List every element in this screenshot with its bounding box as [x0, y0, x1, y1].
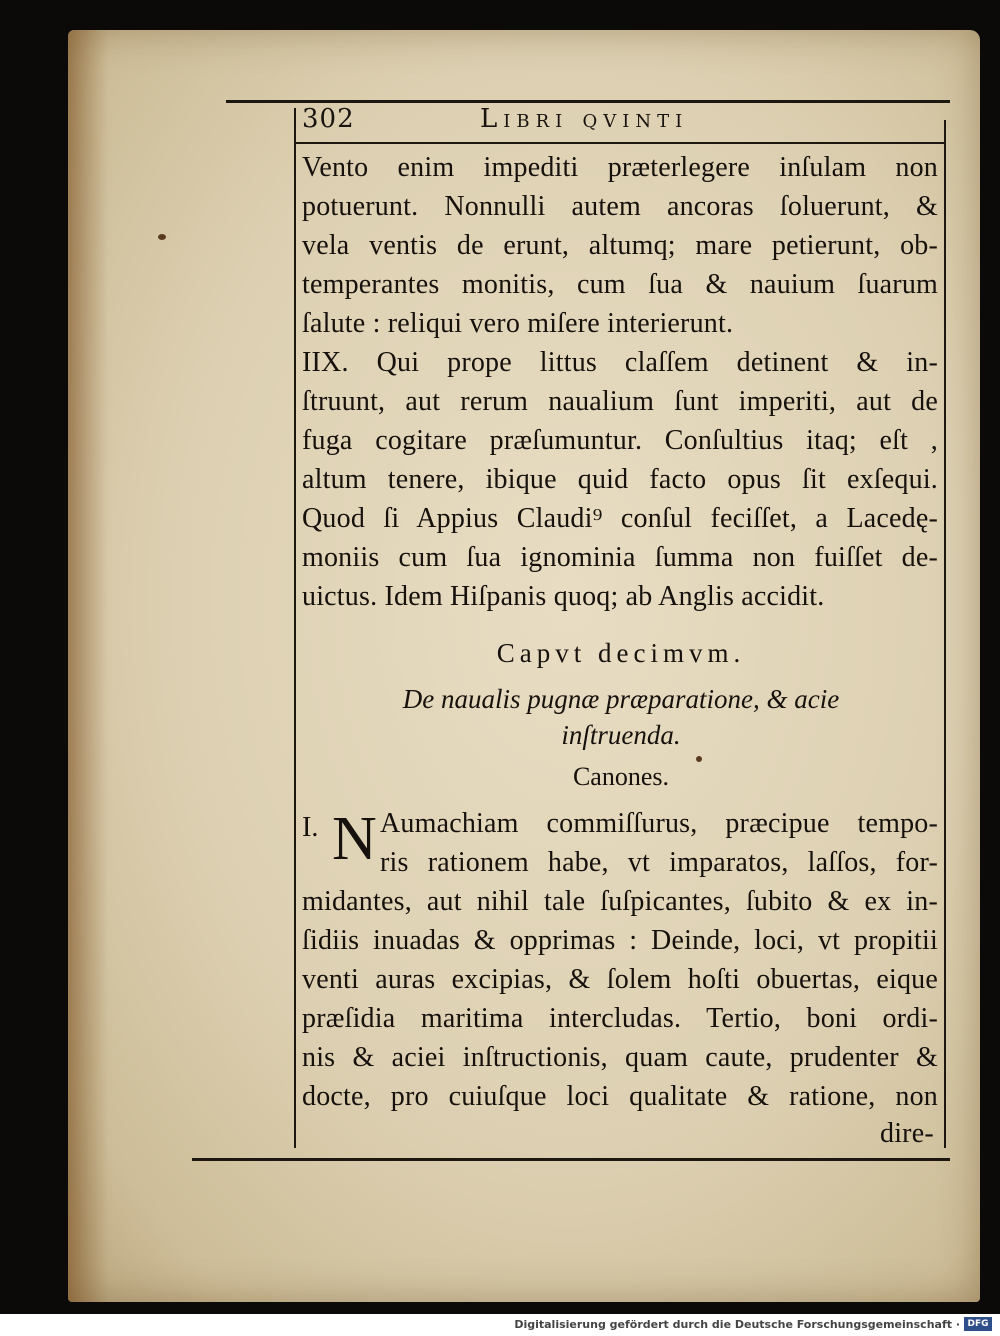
text-line: venti auras excipias, & ſolem hoſti obuertas, eique: [302, 964, 938, 995]
chapter-subtitle: De naualis pugnæ præparatione, & acie: [402, 684, 840, 714]
chapter-heading: Capvt decimvm.: [496, 638, 746, 668]
top-rule: [226, 100, 950, 103]
text-line: præſidia maritima intercludas. Tertio, boni ordi-: [302, 1003, 938, 1034]
text-line: ris rationem habe, vt imparatos, laſſos, for-: [380, 847, 938, 878]
catchword: dire-: [880, 1118, 934, 1149]
left-margin-rule: [294, 108, 296, 1148]
ink-spot: [158, 234, 166, 240]
text-line: ſidiis inuadas & opprimas : Deinde, loci, vt propitii: [302, 925, 938, 956]
canon-number: I.: [302, 812, 319, 843]
running-head: [300, 104, 942, 138]
text-line: IIX. Qui prope littus claſſem detinent & in-: [302, 347, 938, 378]
text-line: potuerunt. Nonnulli autem ancoras ſoluerunt, &: [302, 191, 938, 222]
text-line: docte, pro cuiuſque loci qualitate & ratione, non: [302, 1081, 938, 1112]
text-line: Vento enim impediti prӕterlegere inſulam non: [302, 152, 938, 183]
running-title: Libri qvinti: [480, 104, 689, 134]
text-line: ſalute : reliqui vero miſere interierunt.: [302, 308, 734, 339]
page-number: 302: [302, 104, 355, 134]
text-line: nis & aciei inſtructionis, quam caute, prudenter &: [302, 1042, 938, 1073]
header-underline: [296, 142, 944, 144]
right-margin-rule: [944, 120, 946, 1148]
chapter-subtitle: inſtruenda.: [561, 720, 681, 750]
text-line: altum tenere, ibique quid facto opus ſit exſequi.: [302, 464, 938, 495]
text-line: fuga cogitare præſumuntur. Conſultius itaq; eſt ,: [302, 425, 938, 456]
text-line: uictus. Idem Hiſpanis quoq; ab Anglis accidit.: [302, 581, 825, 612]
text-line: temperantes monitis, cum ſua & nauium ſuarum: [302, 269, 938, 300]
canones-heading: Canones.: [572, 762, 670, 791]
ink-spot: [696, 756, 702, 762]
text-line: vela ventis de erunt, altumq; mare petierunt, ob-: [302, 230, 938, 261]
text-line: Aumachiam commiſſurus, præcipue tempo-: [380, 808, 938, 839]
text-line: ſtruunt, aut rerum naualium ſunt imperiti, aut de: [302, 386, 938, 417]
bottom-rule: [192, 1158, 950, 1161]
text-line: Quod ſi Appius Claudi⁹ conſul feciſſet, a Lacedę-: [302, 503, 938, 534]
text-line: midantes, aut nihil tale ſuſpicantes, ſubito & ex in-: [302, 886, 938, 917]
dfg-logo: DFG: [964, 1317, 992, 1331]
text-line: moniis cum ſua ignominia ſumma non fuiſſet de-: [302, 542, 938, 573]
digitization-credit: Digitalisierung gefördert durch die Deutsche Forschungsgemeinschaft ·: [514, 1318, 960, 1331]
drop-capital: N: [332, 805, 377, 873]
